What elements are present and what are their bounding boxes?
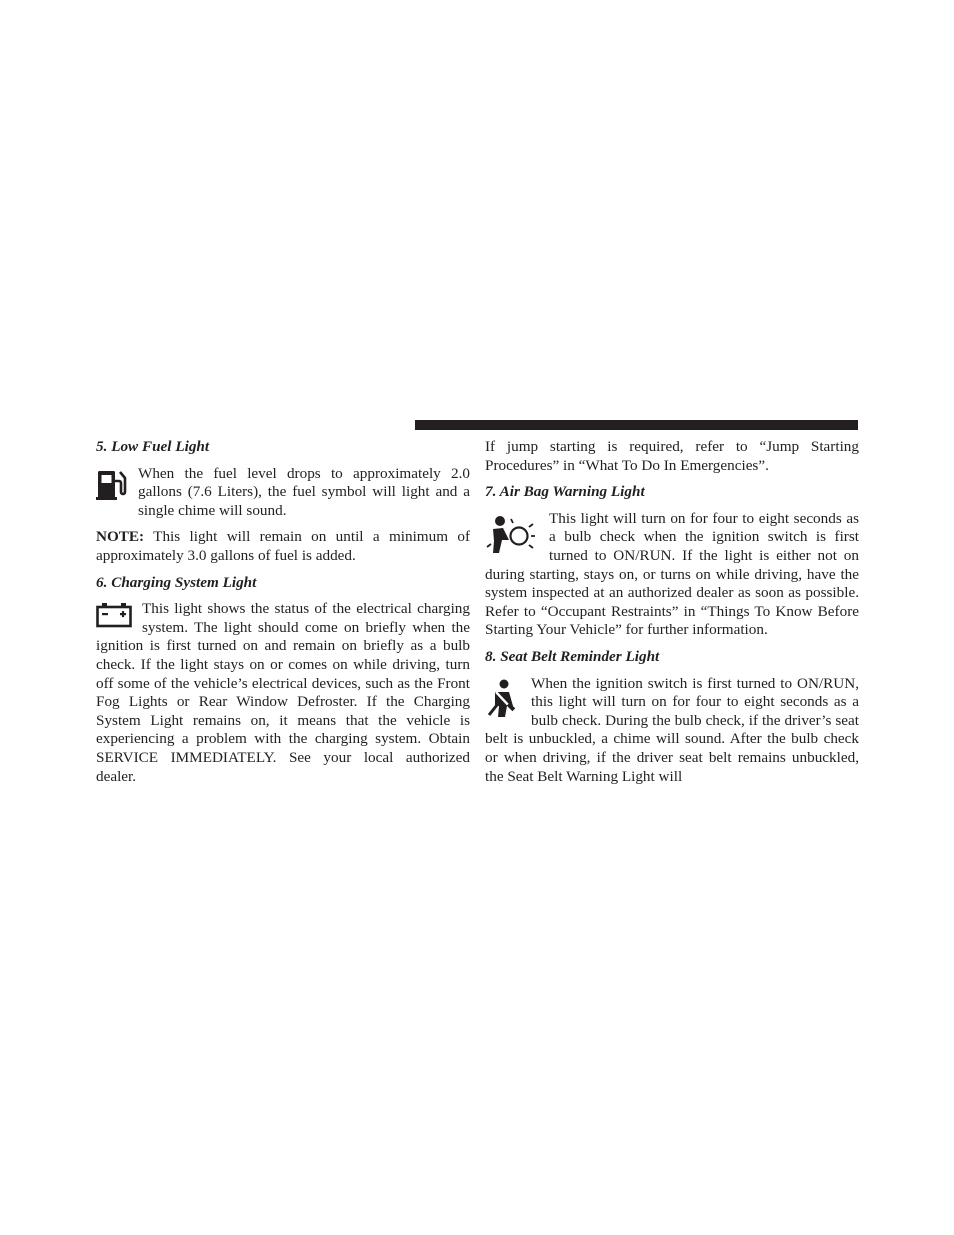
seatbelt-paragraph: When the ignition switch is first turned to ON/RUN, this light will turn on for four to eight seconds as a bulb check. During the bulb check, if the driver’s seat belt is unbuckled, a chime will sound. After the bulb check or when driving, if the driver seat belt remains unbuckled, the Seat Belt Warning Light will [485, 674, 859, 785]
note-label: NOTE: [96, 528, 145, 546]
airbag-heading: 7. Air Bag Warning Light [485, 483, 645, 501]
header-rule [415, 420, 858, 430]
low-fuel-paragraph: When the fuel level drops to approximately 2.0 gallons (7.6 Liters), the fuel symbol will light and a single chime will sound. [96, 465, 470, 521]
left-column [96, 438, 470, 794]
airbag-paragraph: This light will turn on for four to eight seconds as a bulb check when the ignition switch is first turned to ON/RUN. If the light is either not on during starting, stays on, or turns on while driving, have the system inspected at an authorized dealer as soon as possible. Refer to “Occupant Restraints” in “Things To Know Before Starting Your Vehicle” for further information. [485, 509, 859, 639]
fuel-pump-icon [96, 467, 128, 501]
seatbelt-heading: 8. Seat Belt Reminder Light [485, 647, 660, 665]
jump-start-paragraph: If jump starting is required, refer to “Jump Starting Procedures” in “What To Do In Emergencies”. [485, 438, 859, 474]
charging-paragraph: This light shows the status of the electrical charging system. The light should come on briefly when the ignition is first turned on and remain on briefly as a bulb check. If the light stays on or comes on while driving, turn off some of the vehicle’s electrical devices, such as the Front Fog Lights or Rear Window Defroster. If the Charging System Light remains on, it means that the vehicle is experiencing a problem with the charging system. Obtain SERVICE IMMEDIATELY. See your local authorized dealer. [96, 600, 470, 785]
seatbelt-icon [485, 679, 519, 717]
low-fuel-note: NOTE: This light will remain on until a minimum of approximately 3.0 gallons of fuel is added. [96, 528, 470, 564]
low-fuel-heading: 5. Low Fuel Light [96, 438, 210, 455]
right-column [485, 438, 859, 794]
battery-icon [96, 602, 132, 628]
charging-heading: 6. Charging System Light [96, 573, 257, 591]
airbag-icon [485, 514, 535, 554]
